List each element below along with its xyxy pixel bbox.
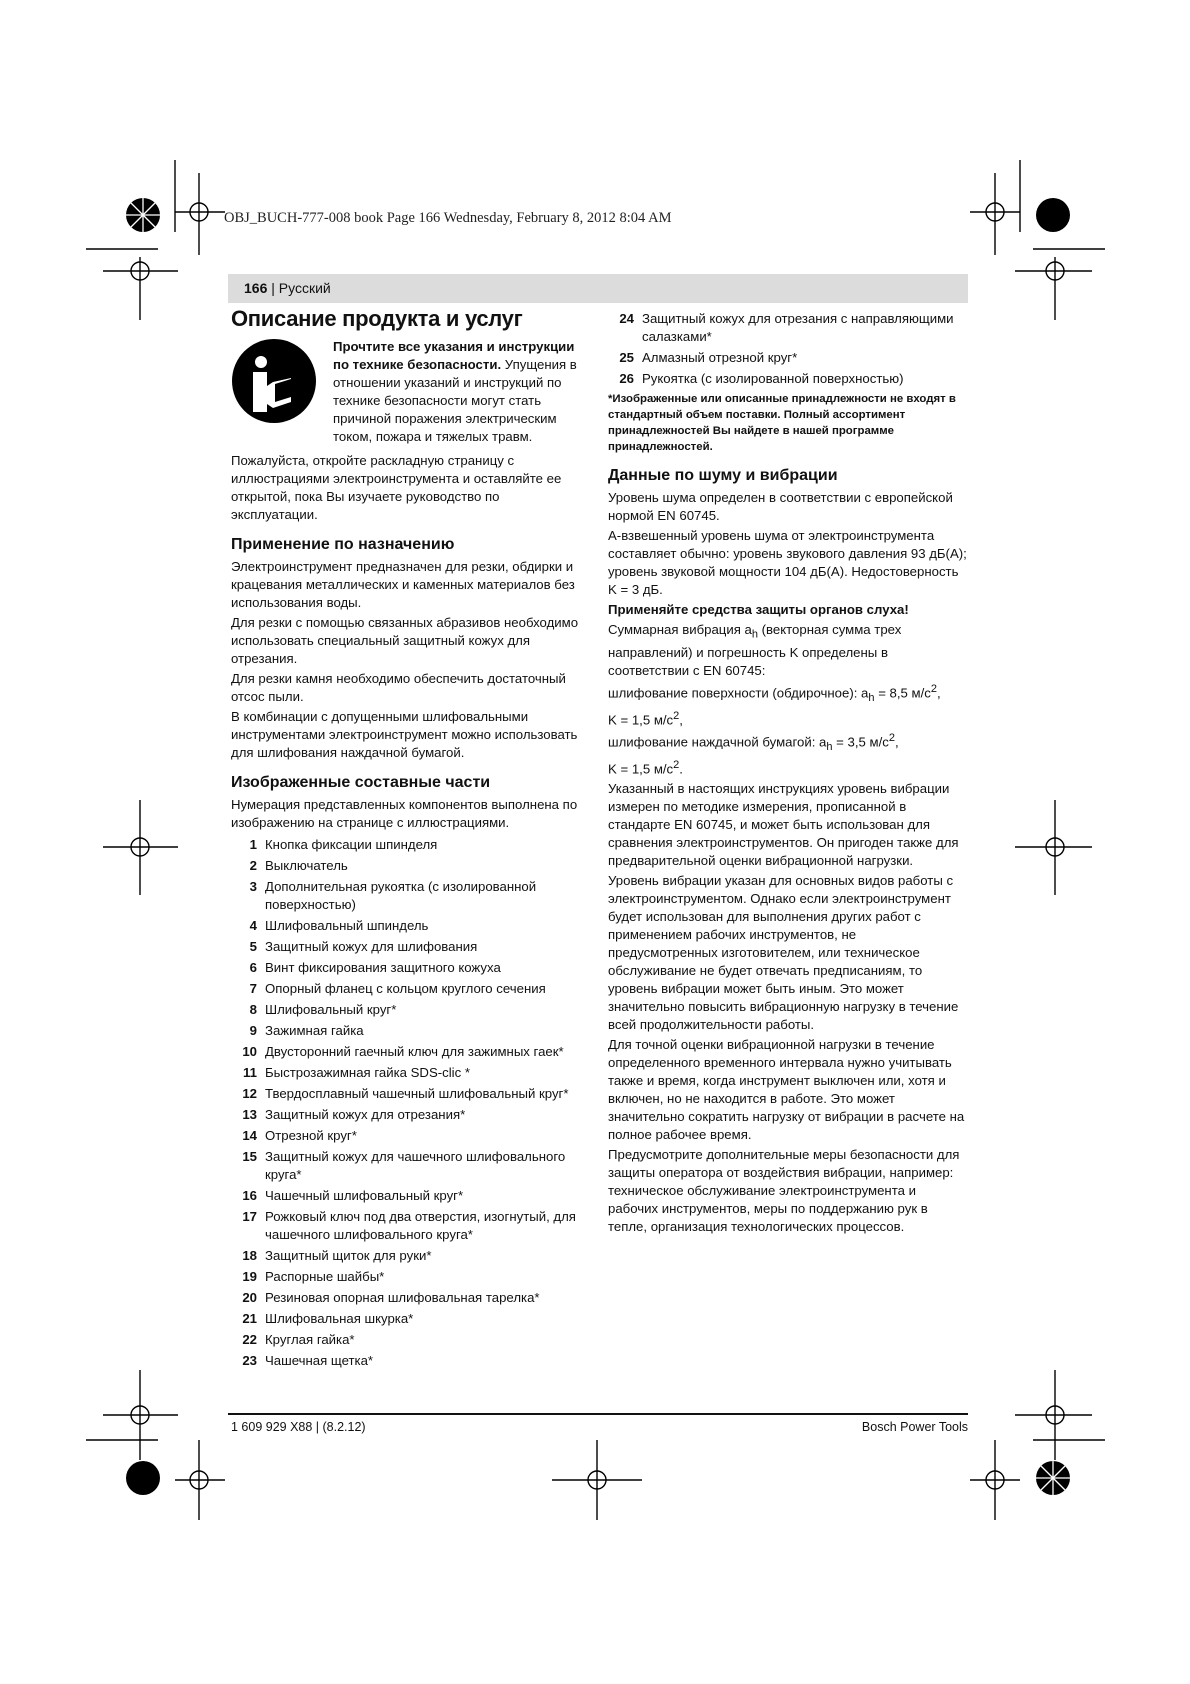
list-item: 24 Защитный кожух для отрезания с направляющими салазками*: [619, 311, 954, 344]
page-header: 166 | Русский: [244, 280, 331, 296]
vibration-paragraph-5: Предусмотрите дополнительные меры безопасности для защиты оператора от воздействия вибрации, например: техническое обслуживание электроинструмента и рабочих инструментов, меры по поддержанию рук в тепле, организация технологических процессов.: [608, 1147, 960, 1235]
read-manual-icon: [231, 338, 317, 424]
noise-paragraph-1: Уровень шума определен в соответствии с европейской нормой EN 60745.: [608, 490, 953, 523]
list-item: 23 Чашечная щетка*: [242, 1353, 374, 1368]
usage-heading: Применение по назначению: [231, 536, 455, 553]
list-item: 10 Двусторонний гаечный ключ для зажимных гаек*: [242, 1044, 564, 1059]
list-item: 1 Кнопка фиксации шпинделя: [249, 837, 438, 852]
list-item: 12 Твердосплавный чашечный шлифовальный круг*: [242, 1086, 569, 1101]
list-item: 11 Быстрозажимная гайка SDS-clic *: [243, 1065, 470, 1080]
ear-protection-warning: Применяйте средства защиты органов слуха!: [608, 602, 909, 617]
vibration-paragraph-2: Указанный в настоящих инструкциях уровень вибрации измерен по методике измерения, прописанной в стандарте EN 60745, и может быть использован для сравнения электроинструментов. Он пригоден также для предварительной оценки вибрационной нагрузки.: [608, 781, 959, 869]
warning-bold: Прочтите все указания и инструкции по технике безопасности.: [333, 339, 575, 372]
list-item: 6 Винт фиксирования защитного кожуха: [249, 960, 501, 975]
list-item: 2 Выключатель: [249, 858, 348, 873]
vibration-paragraph-1: Суммарная вибрация $a_h$ (векторная сумма трех направлений) и погрешность K определены в соответствии с EN 60745: шлифование поверхности (обдирочное): $a_h = 8,5$ $м/с^2$, K = 1,5 $м/с^2$, шлифование наждачной бумагой: $a_h = 3,5$ $м/с^2$, K = 1,5 $м/с^2$.: [608, 622, 941, 777]
list-item: 25 Алмазный отрезной круг*: [619, 350, 798, 365]
left-column: [231, 306, 581, 1373]
usage-paragraph-4: В комбинации с допущенными шлифовальными инструментами электроинструмент можно использовать для шлифования наждачной бумагой.: [231, 709, 578, 760]
list-item: 26 Рукоятка (с изолированной поверхностью): [619, 371, 904, 386]
list-item: 22 Круглая гайка*: [242, 1332, 355, 1347]
footer-brand: Bosch Power Tools: [861, 1420, 968, 1434]
page-number: 166: [244, 280, 268, 296]
list-item: 9 Зажимная гайка: [249, 1023, 364, 1038]
page-title: Описание продукта и услуг: [231, 306, 523, 331]
parts-list-continued: [608, 310, 968, 388]
list-item: 5 Защитный кожух для шлифования: [249, 939, 478, 954]
parts-list: [231, 836, 581, 1370]
noise-paragraph-2: А-взвешенный уровень шума от электроинструмента составляет обычно: уровень звукового давления 93 дБ(A); уровень звуковой мощности 104 дБ(A). Недостоверность K = 3 дБ.: [608, 528, 967, 597]
list-item: 8 Шлифовальный круг*: [249, 1002, 397, 1017]
parts-heading: Изображенные составные части: [231, 774, 491, 791]
print-slug: OBJ_BUCH-777-008 book Page 166 Wednesday, February 8, 2012 8:04 AM: [224, 210, 672, 226]
parts-intro: Нумерация представленных компонентов выполнена по изображению на странице с иллюстрациями.: [231, 797, 578, 830]
intro-text: Пожалуйста, откройте раскладную страницу с иллюстрациями электроинструмента и оставляйте ее открытой, пока Вы изучаете руководство по эксплуатации.: [231, 453, 562, 522]
list-item: 14 Отрезной круг*: [242, 1128, 357, 1143]
right-column: [608, 310, 968, 1238]
footer-doc-number: 1 609 929 X88 | (8.2.12): [231, 1420, 366, 1434]
vibration-paragraph-3: Уровень вибрации указан для основных видов работы с электроинструментом. Однако если электроинструмент будет использован для выполнения других работ с применением рабочих инструментов, не предусмотренных изготовителем, или техническое обслуживание не будет отвечать предписаниям, то уровень вибрации может быть иным. Это может значительно повысить вибрационную нагрузку в течение всей продолжительности работы.: [608, 873, 959, 1033]
list-item: 13 Защитный кожух для отрезания*: [242, 1107, 466, 1122]
list-item: 21 Шлифовальная шкурка*: [242, 1311, 414, 1326]
page-language: Русский: [278, 280, 331, 296]
accessory-note: *Изображенные или описанные принадлежности не входят в стандартный объем поставки. Полный ассортимент принадлежностей Вы найдете в нашей программе принадлежностей.: [608, 393, 956, 453]
usage-paragraph-1: Электроинструмент предназначен для резки, обдирки и крацевания металлических и каменных материалов без использования воды.: [231, 559, 575, 610]
usage-paragraph-3: Для резки камня необходимо обеспечить достаточный отсос пыли.: [231, 671, 566, 704]
list-item: 15 Защитный кожух для чашечного шлифовального круга*: [242, 1149, 566, 1182]
list-item: 18 Защитный щиток для руки*: [242, 1248, 432, 1263]
list-item: 3 Дополнительная рукоятка (с изолированной поверхностью): [249, 879, 537, 912]
list-item: 20 Резиновая опорная шлифовальная тарелка*: [242, 1290, 540, 1305]
footer-rule: [228, 1413, 968, 1415]
page-header-bar: [228, 274, 968, 303]
list-item: 16 Чашечный шлифовальный круг*: [242, 1188, 464, 1203]
list-item: 4 Шлифовальный шпиндель: [249, 918, 429, 933]
warning-text: Упущения в отношении указаний и инструкций по технике безопасности могут стать причиной поражения электрическим током, пожара и тяжелых травм.: [333, 357, 577, 444]
vibration-paragraph-4: Для точной оценки вибрационной нагрузки в течение определенного временного интервала нужно учитывать также и время, когда инструмент выключен или, хотя и включен, но не находится в работе. Это может значительно сократить нагрузку от вибрации в расчете на полное рабочее время.: [608, 1037, 965, 1143]
safety-warning: [231, 338, 581, 446]
list-item: 19 Распорные шайбы*: [242, 1269, 385, 1284]
list-item: 17 Рожковый ключ под два отверстия, изогнутый, для чашечного шлифовального круга*: [242, 1209, 576, 1242]
usage-paragraph-2: Для резки с помощью связанных абразивов необходимо использовать специальный защитный кожух для отрезания.: [231, 615, 579, 666]
list-item: 7 Опорный фланец с кольцом круглого сечения: [249, 981, 546, 996]
noise-heading: Данные по шуму и вибрации: [608, 467, 838, 484]
